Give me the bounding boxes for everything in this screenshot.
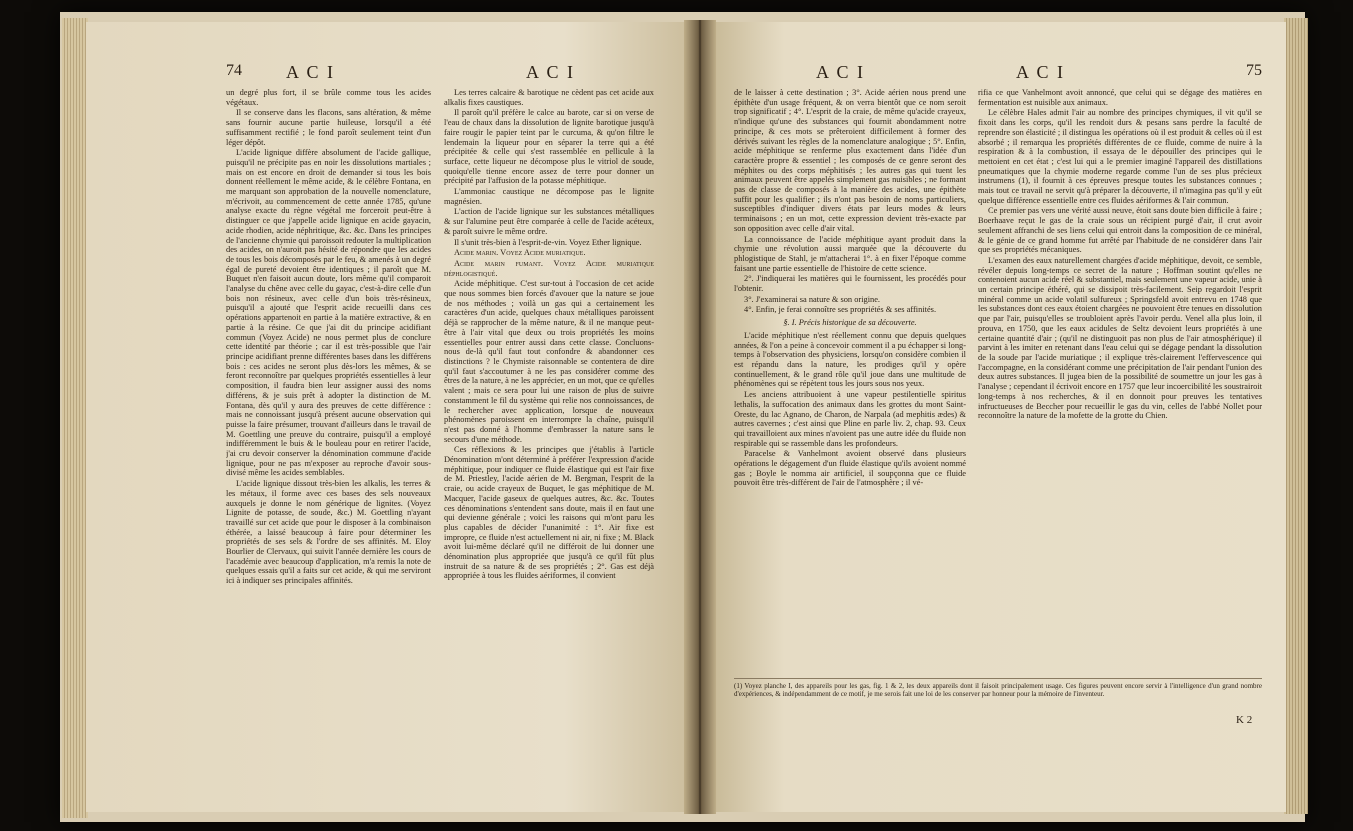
running-head-left: A C I xyxy=(286,62,336,82)
paragraph: Les anciens attribuoient à une vapeur pestilentielle spiritus lethalis, la suffocation des animaux dans les grottes du mont Saint-Oreste, du lac Agnano, de Charon, de Narpala (ad mephitis ædes) & autres cavernes ; c'est ainsi que Pline en parle liv. 2, chap. 93. Ceux qui travailloient aux mines n'avoient pas une autre idée du fluide non respirable qui se rassemble dans les profondeurs. xyxy=(734,390,966,448)
signature-mark: K 2 xyxy=(1236,714,1253,726)
paragraph: 4°. Enfin, je ferai connoître ses propriétés & ses affinités. xyxy=(744,305,937,315)
page-number: 74 xyxy=(226,62,242,79)
running-head-right: A C I xyxy=(526,62,576,82)
footnote-rule xyxy=(734,678,1262,679)
paragraph: Ces réflexions & les principes que j'établis à l'article Dénomination m'ont déterminé à préférer l'expression d'acide méphitique, pour indiquer ce fluide élastique qui est l'air fixe de M. Priestley, l'acide aérien de M. Bergman, l'esprit de la craie, ou acide crayeux de Buquet, le gas méphitique de M. Macquer, l'acide gaseux de quelques autres, &c. &c. Toutes ces dénominations s'entendent sans doute, mais il en faut une qui devienne générale ; voici les raisons qui m'ont paru les plus capables de décider l'unanimité : 1°. Air fixe est impropre, ce fluide n'est actuellement ni air, ni fixe ; M. Black avoit lui-même déclaré qu'il ne différoit de lui donner une dénomination plus appropriée que jusqu'à ce qu'il fût plus instruit de sa nature & de ses propriétés ; 2°. Gas est déjà appropriée à tous les fluides aériformes, il convient xyxy=(444,445,654,581)
paragraph: Ce premier pas vers une vérité aussi neuve, étoit sans doute bien difficile à faire ; Boerhaave reçut le gas de la craie sous un récipient purgé d'air, il crut avoir seulement affranchi de ses liens celui qui entroit dans la composition de ce minéral, & le génie de ce grand homme fut arrêté par l'habitude de ne considérer dans l'air que ses propriétés mécaniques. xyxy=(978,206,1262,255)
paragraph: de le laisser à cette destination ; 3°. Acide aérien nous prend une épithète d'un usage fréquent, & on verra bientôt que ce nom seroit trop significatif ; 4°. L'esprit de la craie, de même qu'acide crayeux, n'indique qu'une des substances qui fournit abondamment notre principe, & ces mots se prêteroient difficilement à former des dérivés suivant les règles de la nomenclature analogique ; 5°. Enfin, acide méphitique se renferme plus exactement dans l'idée d'un caractère propre & essentiel ; les composés de ce genre seront des méphites ou des corps méphitisés ; les autres gas qui tuent les animaux peuvent être appelés simplement gas nuisibles ; ne formant pas de classe de composés à la manière des acides, une épithète suffit pour les qualifier ; ils n'ont pas besoin de noms particuliers, susceptibles d'indiquer divers états par leurs modes & leurs terminaisons ; en un mot, cette expression devient très-exacte par son opposition avec celle d'air vital. xyxy=(734,88,966,233)
paragraph: Les terres calcaire & barotique ne cèdent pas cet acide aux alkalis fixes caustiques. xyxy=(444,88,654,107)
running-head-left: A C I xyxy=(816,62,866,82)
paragraph: L'acide lignique diffère absolument de l'acide gallique, puisqu'il ne précipite pas en noir les dissolutions martiales ; mais on est encore en droit de demander si tous les bois donnent réellement le même acide, & le célèbre Fontana, en me marquant son approbation de la nouvelle nomenclature, m'écrivoit, au commencement de cette année 1785, qu'une analyse exacte du règne végétal me forceroit peut-être à distinguer ce que j'appelle acide lignique en acide gayacin, acide rhodien, acide néphritique, &c. &c. Dans les principes de l'ancienne chymie qui paroissoit redouter la multiplication des acides, on n'auroit pas hésité de répondre que les acides de tous les bois décomposés par le feu, & amenés à un degré égal de pureté devoient être identiques ; il paroît que M. Buquet n'en faisoit aucun doute, lors même qu'il comparoit l'analyse du chêne avec celle du gayac, c'est-à-dire celle d'un bois non résineux, avec celle d'un bois très-résineux, puisqu'il a ajouté que l'esprit acide recueilli dans ces opérations appartenoit en partie à la matière extractive, & en partie à la résine. Ce que j'ai dit du principe acidifiant commun (Voyez Acide) ne nous permet plus de conclure cette identité par théorie ; car il est très-possible que l'air principe acidifiant prenne différentes bases dans les différens bois : ces acides ne seront plus dès-lors les mêmes, & se feront reconnoître par quelques propriétés essentielles à leur composition, il faudra bien leur assigner aussi des noms différens, & je suis prêt à adopter la distinction de M. Fontana, dès qu'il y aura des preuves de cette différence : mais ne connoissant jusqu'à présent aucune observation qui puisse la faire présumer, trouvant d'ailleurs dans le travail de M. Goettling une preuve du contraire, puisqu'il a employé indifféremment le buis & le bouleau pour en retirer l'acide, j'ai cru devoir conserver la dénomination commune d'acide lignique, pour ne pas m'exposer au reproche d'avoir sous-divisé même les acides semblables. xyxy=(226,148,431,478)
paragraph: Il se conserve dans les flacons, sans altération, & même sans fournir aucune partie huileuse, lorsqu'il a été suffisamment rectifié ; le fond paroît seulement teint d'un léger dépôt. xyxy=(226,108,431,147)
paragraph: 2°. J'indiquerai les matières qui le fournissent, les procédés pour l'obtenir. xyxy=(734,274,966,294)
text-column-left xyxy=(226,88,431,803)
entry-heading: Acide marin. Voyez Acide muriatique. xyxy=(454,248,586,258)
text-column-right xyxy=(444,88,654,803)
paragraph: L'ammoniac caustique ne décompose pas le lignite magnésien. xyxy=(444,187,654,206)
left-page xyxy=(86,22,684,812)
right-page xyxy=(716,22,1286,812)
page-edges-left xyxy=(62,18,88,818)
paragraph: L'acide lignique dissout très-bien les alkalis, les terres & les métaux, il forme avec ces bases des sels nouveaux auxquels je donne le nom générique de lignites. (Voyez Lignite de potasse, de soude, &c.) M. Goettling n'ayant travaillé sur cet acide que pour le disposer à la combinaison éthérée, a laissé beaucoup à faire pour déterminer les propriétés de ses sels & l'ordre de ses affinités. M. Eloy Bourlier de Clervaux, qui suivit l'année dernière les cours de l'académie avec beaucoup d'application, m'a remis la note de quelques essais qu'il a faits sur cet acide, & qui me serviront ici à indiquer ses principales affinités. xyxy=(226,479,431,586)
paragraph: rifia ce que Vanhelmont avoit annoncé, que celui qui se dégage des matières en fermentation est nuisible aux animaux. xyxy=(978,88,1262,107)
paragraph: Le célèbre Hales admit l'air au nombre des principes chymiques, il vit qu'il se fixoit dans les corps, qu'il les rendoit durs & pesans sans perdre la faculté de reprendre son élasticité ; il distingua les opérations où il est produit & celles où il est absorbé ; il remarqua les propriétés différentes de ce fluide, comme de nuire à la respiration & à la combustion, il essaya de le dépouiller des principes qui le mettoient en cet état ; c'est lui qui a le premier imaginé l'appareil des distillations pneumatiques que la chymie moderne regarde comme l'un de ses plus précieux instrumens (1), il fournit à ces épreuves presque toutes les substances connues ; mais tout ce travail ne servit qu'à préparer la découverte, il n'imagina pas qu'il y eût quelque différence essentielle entre ces fluides aériformes & l'air commun. xyxy=(978,108,1262,205)
page-edges-right xyxy=(1284,18,1308,814)
paragraph: 3°. J'examinerai sa nature & son origine. xyxy=(744,294,881,304)
text-column-left xyxy=(734,88,966,673)
paragraph: L'examen des eaux naturellement chargées d'acide méphitique, devoit, ce semble, révéler depuis long-temps ce secret de la nature ; Hoffman soutint qu'elles ne contenoient aucun acide réel & substantiel, mais seulement une vapeur acide, unie à un certain principe éthéré, qui se dissipoit très-facilement. Seip regardoit l'esprit minéral comme un acide volatil sulfureux ; Springsfeld avoit entrevu en 1748 que les substances dont ces eaux étoient chargées ne pouvoient être tenues en dissolution que par l'air, puisqu'elles se troubloient après l'avoir perdu. Venel alla plus loin, il prouva, en 1750, que les eaux acidules de Seltz devoient leurs propriétés à une certaine quantité d'air ; (qu'il ne distinguoit pas non plus de l'air atmosphérique) il parvint à les imiter en retenant dans l'eau celui qui se dégage pendant la dissolution de la soude par l'acide muriatique ; il explique très-clairement l'effervescence qui l'accompagne, en la considérant comme une précipitation de l'air pendant l'union des deux autres substances. Il jugea bien de la possibilité de soumettre un jour les gas à l'analyse ; cependant il écrivoit encore en 1757 que leur incoercibilité les soustrairoit long-temps à nos recherches, & il en donnoit pour preuves les tentatives infructueuses de Beccher pour recueillir le gas du vin, celles de l'abbé Nollet pour reconnoître la nature de la mofette de la grotte du Chien. xyxy=(978,255,1262,421)
paragraph: L'acide méphitique n'est réellement connu que depuis quelques années, & l'on a peine à concevoir comment il a pu échapper si long-temps à l'observation des physiciens, lorsqu'on considère combien il est répandu dans la nature, les prodiges qu'il y opère continuellement, & le grand rôle qu'il joue dans une multitude de phénomènes qui se répètent tous les jours sous nos yeux. xyxy=(734,330,966,389)
book-gutter xyxy=(684,20,716,814)
paragraph: un degré plus fort, il se brûle comme tous les acides végétaux. xyxy=(226,88,431,107)
paragraph: Acide méphitique. C'est sur-tout à l'occasion de cet acide que nous sommes bien forcés d'avouer que la nature se joue de nos méthodes ; voilà un gas qui a certainement les caractères d'un acide, quelques chaux métalliques paroissent déjà se rapprocher de la même nature, & il ne manque peut-être à l'air vital que deux ou trois propriétés les moins essentielles pour entrer aussi dans cette classe. Concluons-nous de-là qu'il faut tout confondre & abandonner ces distinctions ? le Chymiste raisonnable se contentera de dire qu'il faut s'accoutumer à ne les pas considérer comme des êtres de la nature, à ne les apprécier, en un mot, que ce qu'elles valent ; mais ce sera pour lui une raison de plus de suivre constamment le fil du système qui relie nos connoissances, de le rechercher avec application, lorsque de nouveaux phénomènes paroissent en interrompre la chaîne, puisqu'il n'est pas donné à l'homme d'embrasser la nature sans le secours d'une méthode. xyxy=(444,279,654,444)
paragraph: La connoissance de l'acide méphitique ayant produit dans la chymie une révolution aussi marquée que la découverte du phlogistique de Stahl, je m'attacherai 1°. à en fixer l'époque comme faisant une partie essentielle de l'histoire de cette science. xyxy=(734,234,966,273)
running-head-right: A C I xyxy=(1016,62,1066,82)
text-column-right xyxy=(978,88,1262,673)
paragraph: L'action de l'acide lignique sur les substances métalliques & sur l'alumine peut être comparée à celle de l'acide acéteux, & paroît suivre le même ordre. xyxy=(444,207,654,236)
entry-heading: Acide marin fumant. Voyez Acide muriatique déphlogistiqué. xyxy=(444,258,654,278)
section-heading: §. I. Précis historique de sa découverte. xyxy=(783,318,917,328)
paragraph: Paracelse & Vanhelmont avoient observé dans plusieurs opérations le dégagement d'un fluide élastique qu'ils avoient nommé gas ; Boyle le nomma air artificiel, il soupçonna que ce fluide pouvoit être très-différent de l'air de l'atmosphère ; il vé- xyxy=(734,449,966,488)
page-number: 75 xyxy=(1246,62,1262,79)
footnote: (1) Voyez planche I, des appareils pour les gas, fig. 1 & 2, les deux appareils dont il faisoit principalement usage. Ces figures peuvent encore servir à l'intelligence d'un grand nombre d'expériences, & indépendamment de ce motif, je me serois fait une loi de les conserver par honneur pour la mémoire de l'inventeur. xyxy=(734,682,1262,698)
paragraph: Il s'unit très-bien à l'esprit-de-vin. Voyez Ether lignique. xyxy=(454,237,642,247)
paragraph: Il paroît qu'il préfère le calce au barote, car si on verse de l'eau de chaux dans la dissolution de lignite barotique jusqu'à faire rougir le papier teint par le curcuma, & qu'on filtre le lendemain la liqueur pour en séparer la terre qui a été précipitée & celle qui s'est rassemblée en pellicule à la surface, cette liqueur ne décompose plus le vitriol de soude, quoiqu'elle tienne encore assez de terre pour donner un précipité par l'affusion de la potasse méphitique. xyxy=(444,108,654,186)
